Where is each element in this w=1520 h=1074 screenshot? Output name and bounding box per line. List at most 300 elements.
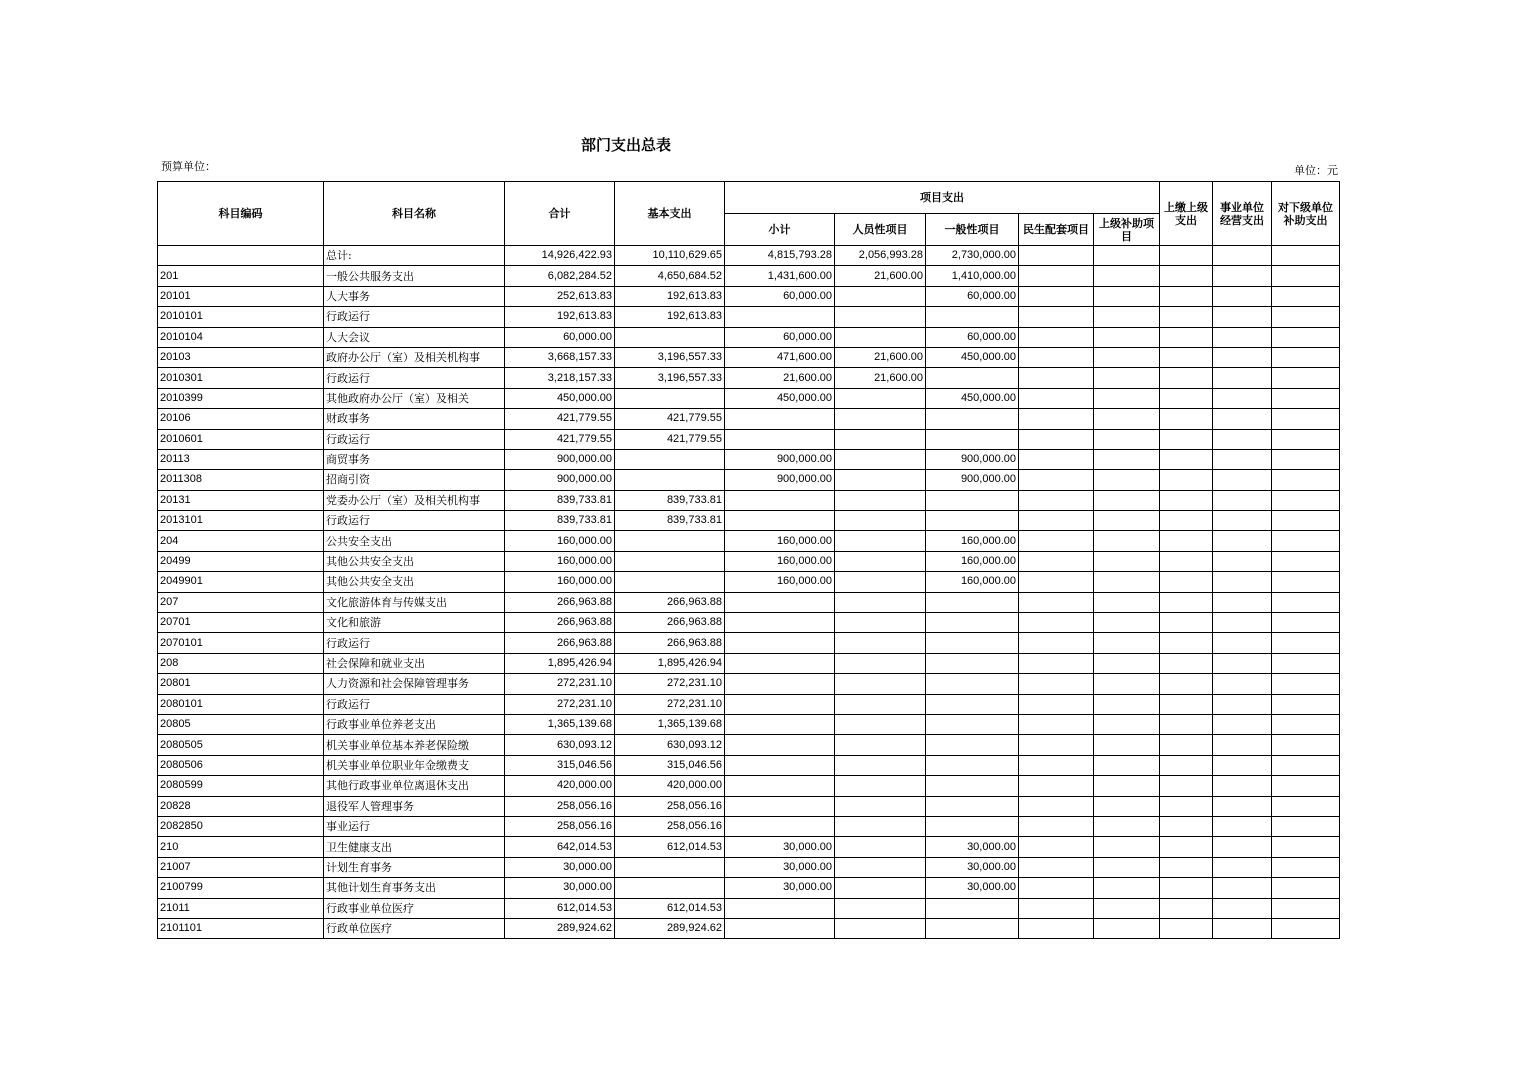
cell-general: 30,000.00 [926,878,1019,898]
cell-livelihood [1019,633,1094,653]
cell-general [926,735,1019,755]
cell-lower-subsidy [1272,796,1340,816]
cell-livelihood [1019,674,1094,694]
expenditure-table [157,181,1340,939]
cell-code: 2082850 [158,816,324,836]
cell-name: 文化和旅游 [324,613,505,633]
cell-personnel [835,592,926,612]
cell-general: 1,410,000.00 [926,266,1019,286]
cell-name: 事业运行 [324,816,505,836]
cell-basic [615,551,725,571]
cell-superior-subsidy [1094,388,1160,408]
cell-code: 2013101 [158,511,324,531]
cell-lower-subsidy [1272,511,1340,531]
cell-personnel [835,918,926,938]
cell-code: 2080101 [158,694,324,714]
cell-upper-pay [1160,735,1213,755]
cell-general: 30,000.00 [926,857,1019,877]
header-name: 科目名称 [324,182,505,246]
cell-lower-subsidy [1272,266,1340,286]
cell-name: 人大会议 [324,327,505,347]
cell-personnel [835,776,926,796]
cell-superior-subsidy [1094,674,1160,694]
table-row [158,266,1340,286]
cell-business [1213,429,1272,449]
header-basic: 基本支出 [615,182,725,246]
table-row [158,429,1340,449]
cell-general [926,776,1019,796]
cell-subtotal: 900,000.00 [725,470,835,490]
cell-total: 258,056.16 [505,816,615,836]
cell-code: 207 [158,592,324,612]
cell-lower-subsidy [1272,918,1340,938]
cell-personnel: 2,056,993.28 [835,246,926,266]
cell-livelihood [1019,246,1094,266]
cell-name: 人力资源和社会保障管理事务 [324,674,505,694]
cell-superior-subsidy [1094,633,1160,653]
table-row [158,837,1340,857]
cell-business [1213,511,1272,531]
table-row [158,857,1340,877]
cell-subtotal [725,918,835,938]
cell-upper-pay [1160,531,1213,551]
cell-code: 2101101 [158,918,324,938]
cell-total: 1,895,426.94 [505,653,615,673]
cell-superior-subsidy [1094,857,1160,877]
table-row [158,531,1340,551]
cell-subtotal: 160,000.00 [725,572,835,592]
cell-general [926,674,1019,694]
cell-upper-pay [1160,246,1213,266]
cell-livelihood [1019,572,1094,592]
cell-personnel [835,755,926,775]
cell-business [1213,837,1272,857]
cell-upper-pay [1160,388,1213,408]
cell-subtotal [725,511,835,531]
table-row [158,674,1340,694]
cell-basic: 839,733.81 [615,511,725,531]
cell-upper-pay [1160,674,1213,694]
cell-business [1213,918,1272,938]
cell-code: 21011 [158,898,324,918]
cell-subtotal [725,429,835,449]
cell-general [926,429,1019,449]
cell-general: 2,730,000.00 [926,246,1019,266]
header-general: 一般性项目 [926,214,1019,246]
table-row [158,776,1340,796]
table-row [158,368,1340,388]
cell-personnel [835,714,926,734]
cell-lower-subsidy [1272,449,1340,469]
cell-code: 204 [158,531,324,551]
cell-code: 20701 [158,613,324,633]
cell-general [926,796,1019,816]
cell-business [1213,490,1272,510]
cell-lower-subsidy [1272,735,1340,755]
cell-superior-subsidy [1094,735,1160,755]
cell-livelihood [1019,857,1094,877]
cell-name: 行政运行 [324,511,505,531]
cell-business [1213,286,1272,306]
cell-business [1213,266,1272,286]
cell-lower-subsidy [1272,674,1340,694]
cell-superior-subsidy [1094,694,1160,714]
cell-upper-pay [1160,878,1213,898]
table-row [158,735,1340,755]
cell-subtotal [725,592,835,612]
cell-livelihood [1019,592,1094,612]
cell-superior-subsidy [1094,714,1160,734]
cell-business [1213,714,1272,734]
cell-total: 160,000.00 [505,572,615,592]
cell-total: 612,014.53 [505,898,615,918]
cell-personnel [835,511,926,531]
cell-name: 政府办公厅（室）及相关机构事 [324,347,505,367]
cell-total: 192,613.83 [505,307,615,327]
cell-name: 行政运行 [324,694,505,714]
cell-general: 60,000.00 [926,286,1019,306]
cell-business [1213,327,1272,347]
cell-total: 450,000.00 [505,388,615,408]
cell-basic [615,388,725,408]
cell-total: 6,082,284.52 [505,266,615,286]
table-row [158,470,1340,490]
cell-business [1213,572,1272,592]
cell-subtotal: 30,000.00 [725,837,835,857]
cell-total: 289,924.62 [505,918,615,938]
table-row [158,633,1340,653]
cell-subtotal: 450,000.00 [725,388,835,408]
table-row [158,327,1340,347]
cell-total: 421,779.55 [505,429,615,449]
table-row [158,796,1340,816]
cell-lower-subsidy [1272,470,1340,490]
cell-code: 2010104 [158,327,324,347]
cell-basic: 192,613.83 [615,307,725,327]
cell-upper-pay [1160,714,1213,734]
cell-basic: 3,196,557.33 [615,347,725,367]
cell-upper-pay [1160,755,1213,775]
cell-livelihood [1019,409,1094,429]
cell-subtotal: 4,815,793.28 [725,246,835,266]
cell-basic [615,449,725,469]
cell-lower-subsidy [1272,531,1340,551]
table-row [158,347,1340,367]
table-row [158,918,1340,938]
cell-business [1213,735,1272,755]
cell-basic: 421,779.55 [615,429,725,449]
cell-superior-subsidy [1094,551,1160,571]
cell-code: 21007 [158,857,324,877]
cell-lower-subsidy [1272,246,1340,266]
cell-subtotal [725,735,835,755]
cell-lower-subsidy [1272,429,1340,449]
cell-subtotal: 60,000.00 [725,286,835,306]
cell-superior-subsidy [1094,266,1160,286]
cell-personnel [835,551,926,571]
cell-business [1213,449,1272,469]
cell-subtotal [725,633,835,653]
cell-name: 其他行政事业单位离退休支出 [324,776,505,796]
cell-subtotal: 900,000.00 [725,449,835,469]
cell-business [1213,898,1272,918]
cell-code: 2010399 [158,388,324,408]
cell-personnel [835,878,926,898]
cell-total: 272,231.10 [505,694,615,714]
currency-unit-label: 单位：元 [1294,164,1338,177]
cell-general [926,613,1019,633]
cell-code: 2010301 [158,368,324,388]
cell-upper-pay [1160,266,1213,286]
table-body [158,246,1340,939]
cell-livelihood [1019,776,1094,796]
cell-name: 招商引资 [324,470,505,490]
cell-subtotal [725,755,835,775]
cell-subtotal [725,776,835,796]
cell-subtotal [725,796,835,816]
cell-general [926,816,1019,836]
cell-upper-pay [1160,327,1213,347]
cell-livelihood [1019,694,1094,714]
cell-personnel [835,449,926,469]
cell-code: 2080506 [158,755,324,775]
cell-lower-subsidy [1272,347,1340,367]
cell-superior-subsidy [1094,918,1160,938]
cell-upper-pay [1160,592,1213,612]
table-row [158,816,1340,836]
cell-total: 160,000.00 [505,531,615,551]
cell-name: 公共安全支出 [324,531,505,551]
cell-business [1213,755,1272,775]
cell-code: 2049901 [158,572,324,592]
cell-basic: 630,093.12 [615,735,725,755]
table-row [158,449,1340,469]
cell-business [1213,613,1272,633]
cell-livelihood [1019,266,1094,286]
cell-total: 60,000.00 [505,327,615,347]
cell-general: 450,000.00 [926,388,1019,408]
cell-code: 2010601 [158,429,324,449]
cell-name: 一般公共服务支出 [324,266,505,286]
table-row [158,490,1340,510]
cell-lower-subsidy [1272,898,1340,918]
cell-subtotal: 30,000.00 [725,878,835,898]
cell-lower-subsidy [1272,307,1340,327]
cell-upper-pay [1160,816,1213,836]
cell-subtotal [725,653,835,673]
cell-business [1213,653,1272,673]
cell-business [1213,470,1272,490]
cell-basic: 289,924.62 [615,918,725,938]
cell-code: 2070101 [158,633,324,653]
cell-subtotal [725,613,835,633]
cell-superior-subsidy [1094,653,1160,673]
cell-upper-pay [1160,572,1213,592]
cell-lower-subsidy [1272,327,1340,347]
cell-name: 行政事业单位医疗 [324,898,505,918]
cell-upper-pay [1160,286,1213,306]
cell-business [1213,551,1272,571]
cell-upper-pay [1160,918,1213,938]
cell-code: 20828 [158,796,324,816]
cell-business [1213,776,1272,796]
cell-name: 其他公共安全支出 [324,551,505,571]
table-row [158,878,1340,898]
cell-upper-pay [1160,449,1213,469]
cell-total: 420,000.00 [505,776,615,796]
table-row [158,388,1340,408]
cell-code: 2100799 [158,878,324,898]
cell-name: 财政事务 [324,409,505,429]
table-row [158,755,1340,775]
cell-basic: 3,196,557.33 [615,368,725,388]
cell-code: 201 [158,266,324,286]
cell-subtotal [725,816,835,836]
cell-general: 160,000.00 [926,572,1019,592]
cell-livelihood [1019,653,1094,673]
cell-name: 其他政府办公厅（室）及相关 [324,388,505,408]
cell-upper-pay [1160,429,1213,449]
cell-total: 1,365,139.68 [505,714,615,734]
cell-lower-subsidy [1272,551,1340,571]
cell-personnel [835,633,926,653]
cell-livelihood [1019,918,1094,938]
cell-upper-pay [1160,633,1213,653]
table-row [158,551,1340,571]
cell-subtotal: 21,600.00 [725,368,835,388]
cell-business [1213,592,1272,612]
cell-general: 900,000.00 [926,449,1019,469]
cell-upper-pay [1160,470,1213,490]
cell-lower-subsidy [1272,286,1340,306]
cell-personnel [835,796,926,816]
cell-subtotal: 1,431,600.00 [725,266,835,286]
cell-livelihood [1019,286,1094,306]
cell-superior-subsidy [1094,613,1160,633]
cell-general [926,633,1019,653]
cell-subtotal: 471,600.00 [725,347,835,367]
cell-superior-subsidy [1094,347,1160,367]
cell-code: 208 [158,653,324,673]
table-row [158,286,1340,306]
table-row [158,592,1340,612]
cell-personnel [835,286,926,306]
table-row [158,694,1340,714]
page-title: 部门支出总表 [580,136,671,154]
table-row [158,572,1340,592]
cell-code: 20499 [158,551,324,571]
cell-personnel [835,816,926,836]
cell-business [1213,694,1272,714]
cell-lower-subsidy [1272,857,1340,877]
cell-name: 行政运行 [324,307,505,327]
cell-code: 2080599 [158,776,324,796]
cell-superior-subsidy [1094,816,1160,836]
cell-basic: 612,014.53 [615,898,725,918]
cell-livelihood [1019,307,1094,327]
cell-subtotal [725,409,835,429]
cell-basic: 272,231.10 [615,674,725,694]
cell-business [1213,878,1272,898]
cell-total: 900,000.00 [505,470,615,490]
cell-name: 其他计划生育事务支出 [324,878,505,898]
cell-superior-subsidy [1094,327,1160,347]
cell-name: 其他公共安全支出 [324,572,505,592]
cell-business [1213,409,1272,429]
cell-personnel [835,674,926,694]
cell-basic: 1,895,426.94 [615,653,725,673]
cell-upper-pay [1160,307,1213,327]
header-project: 项目支出 [725,182,1160,214]
cell-total: 3,668,157.33 [505,347,615,367]
budget-unit-label: 预算单位： [161,160,216,173]
cell-total: 266,963.88 [505,613,615,633]
cell-total: 3,218,157.33 [505,368,615,388]
cell-subtotal [725,307,835,327]
cell-upper-pay [1160,796,1213,816]
header-lower-subsidy: 对下级单位补助支出 [1272,182,1340,246]
cell-upper-pay [1160,368,1213,388]
cell-code: 2080505 [158,735,324,755]
cell-basic: 1,365,139.68 [615,714,725,734]
cell-lower-subsidy [1272,816,1340,836]
cell-basic: 612,014.53 [615,837,725,857]
cell-basic: 272,231.10 [615,694,725,714]
cell-name: 总计: [324,246,505,266]
cell-total: 839,733.81 [505,511,615,531]
cell-lower-subsidy [1272,409,1340,429]
cell-upper-pay [1160,776,1213,796]
cell-general [926,592,1019,612]
cell-total: 266,963.88 [505,592,615,612]
cell-name: 社会保障和就业支出 [324,653,505,673]
cell-basic: 258,056.16 [615,796,725,816]
cell-general [926,490,1019,510]
cell-total: 266,963.88 [505,633,615,653]
cell-code: 20805 [158,714,324,734]
cell-livelihood [1019,755,1094,775]
cell-total: 258,056.16 [505,796,615,816]
cell-personnel [835,837,926,857]
cell-lower-subsidy [1272,368,1340,388]
cell-general [926,307,1019,327]
cell-total: 839,733.81 [505,490,615,510]
cell-general [926,368,1019,388]
table-row [158,246,1340,266]
cell-lower-subsidy [1272,490,1340,510]
cell-superior-subsidy [1094,409,1160,429]
cell-livelihood [1019,388,1094,408]
cell-subtotal: 60,000.00 [725,327,835,347]
cell-code: 2011308 [158,470,324,490]
cell-upper-pay [1160,694,1213,714]
header-personnel: 人员性项目 [835,214,926,246]
cell-lower-subsidy [1272,388,1340,408]
cell-superior-subsidy [1094,592,1160,612]
cell-superior-subsidy [1094,470,1160,490]
header-superior-subsidy: 上级补助项目 [1094,214,1160,246]
cell-livelihood [1019,837,1094,857]
cell-code: 20106 [158,409,324,429]
cell-personnel [835,327,926,347]
cell-general [926,653,1019,673]
cell-superior-subsidy [1094,368,1160,388]
cell-personnel [835,388,926,408]
cell-personnel [835,307,926,327]
cell-general: 30,000.00 [926,837,1019,857]
cell-business [1213,307,1272,327]
cell-total: 315,046.56 [505,755,615,775]
